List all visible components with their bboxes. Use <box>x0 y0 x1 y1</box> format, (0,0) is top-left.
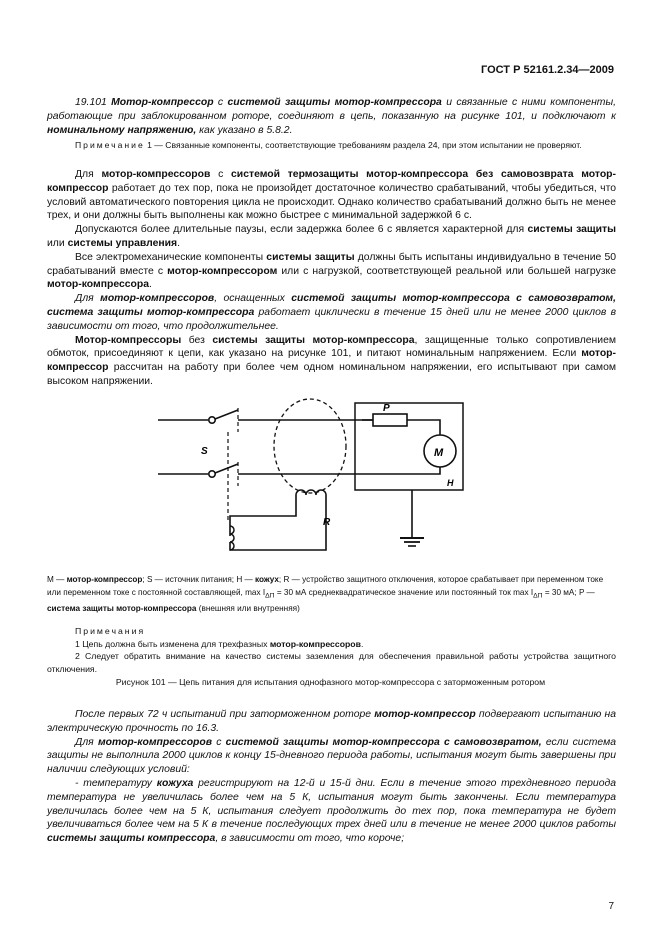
paragraph-3: Допускаются более длительные паузы, если задержка более 6 с является характерной для системы защиты или системы управления. <box>47 224 616 249</box>
page-number: 7 <box>608 901 614 912</box>
figure-title: Рисунок 101 — Цепь питания для испытания однофазного мотор-компрессора с заторможенным ротором <box>115 677 546 687</box>
paragraph-4: Все электромеханические компоненты системы защиты должны быть испытаны индивидуально в течение 50 срабатываний вместе с мотор-компрессором или с нагрузкой, соответствующей реальной или большей нагрузке мотор-компрессора. <box>47 251 617 291</box>
paragraph-5: Для мотор-компрессоров, оснащенных системой защиты мотор-компрессора с самовозвратом, система защиты мотор-компрессора работает циклически в течение 15 дней или не менее 2000 циклов в зависимости от того, что продолжительнее. <box>47 293 616 332</box>
body-block-2 <box>47 708 616 846</box>
paragraph-2: Для мотор-компрессоров с системой термозащиты мотор-компрессора без самовозврата мотор-компрессор работает до тех пор, пока не произойдет достаточное количество срабатываний, чтобы убедиться, что условий автоматического повторения цикла не происходит. Однако количество срабатываний должно быть не менее трех, и они должны быть выполнены как можно быстрее с минимальной задержкой 6 с. <box>47 169 616 222</box>
label-m: M <box>434 447 444 459</box>
paragraph-8: Для мотор-компрессоров с системой защиты мотор-компрессора с самовозвратом, если система защиты не выполнила 2000 циклов к концу 15-дневного периода работы, испытания могут быть завершены при наличии следующих условий: <box>47 736 616 776</box>
clause-19-101: 19.101 Мотор-компрессор с системой защиты мотор-компрессора и связанные с ними компоненты, работающие при заблокированном роторе, соединяют в цепь, показанную на рисунке 101, и подключают к номинальному напряжению, как указано в 5.8.2. <box>47 97 616 136</box>
figure-legend: M — мотор-компрессор; S — источник питания; H — кожух; R — устройство защитного отключения, которое срабатывает при переменном токе или переменном токе с постоянной составляющей, $\max I_{\Delta П} = 30$ мА среднеквадратическое значение или постоянный ток $\max I_{\Delta П} = 30$ мА; P — система защиты мотор-компрессора (внешняя или внутренняя) <box>47 575 604 613</box>
label-r: R <box>323 517 331 528</box>
note-1: Примечание 1 — Связанные компоненты, соответствующие требованиям раздела 24, при этом испытании не проверяют. <box>75 140 582 150</box>
page-header: ГОСТ Р 52161.2.34—2009 <box>480 64 614 76</box>
paragraph-9: - температуру кожуха регистрируют на 12-й и 15-й дни. Если в течение этого трехдневного периода температура не увеличилась более чем на 5 К, испытания могут быть закончены. Если температура увеличилась более чем на 5 К, испытания следует продолжить до тех пор, пока температура не будет увеличиваться более чем на 5 К в течение последующих трех дней или в течение не менее 2000 циклов работы системы защиты компрессора, в зависимости от того, что короче; <box>47 777 616 845</box>
figure-notes: Примечания 1 Цепь должна быть изменена для трехфазных мотор-компрессоров. 2 Следует обратить внимание на качество системы заземления для обеспечения правильной работы устройства защитного отключения. <box>47 626 616 674</box>
circuit-diagram <box>150 398 470 563</box>
paragraph-7: После первых 72 ч испытаний при заторможенном роторе мотор-компрессор подвергают испытанию на электрическую прочность по 16.3. <box>47 709 617 734</box>
body-block-1 <box>47 168 616 389</box>
label-s: S <box>201 446 208 457</box>
protector-p <box>373 414 407 426</box>
label-p: P <box>383 403 390 414</box>
paragraph-6: Мотор-компрессоры без системы защиты мотор-компрессора, защищенные только сопротивлением обмоток, присоединяют к цепи, как указано на рисунке 101, и питают номинальным напряжением. Если мотор-компрессор рассчитан на работу при более чем одном номинальном напряжении, его испытывают при самом высоком напряжении. <box>47 334 617 387</box>
rcd-core <box>274 399 346 493</box>
label-h: H <box>447 478 454 488</box>
